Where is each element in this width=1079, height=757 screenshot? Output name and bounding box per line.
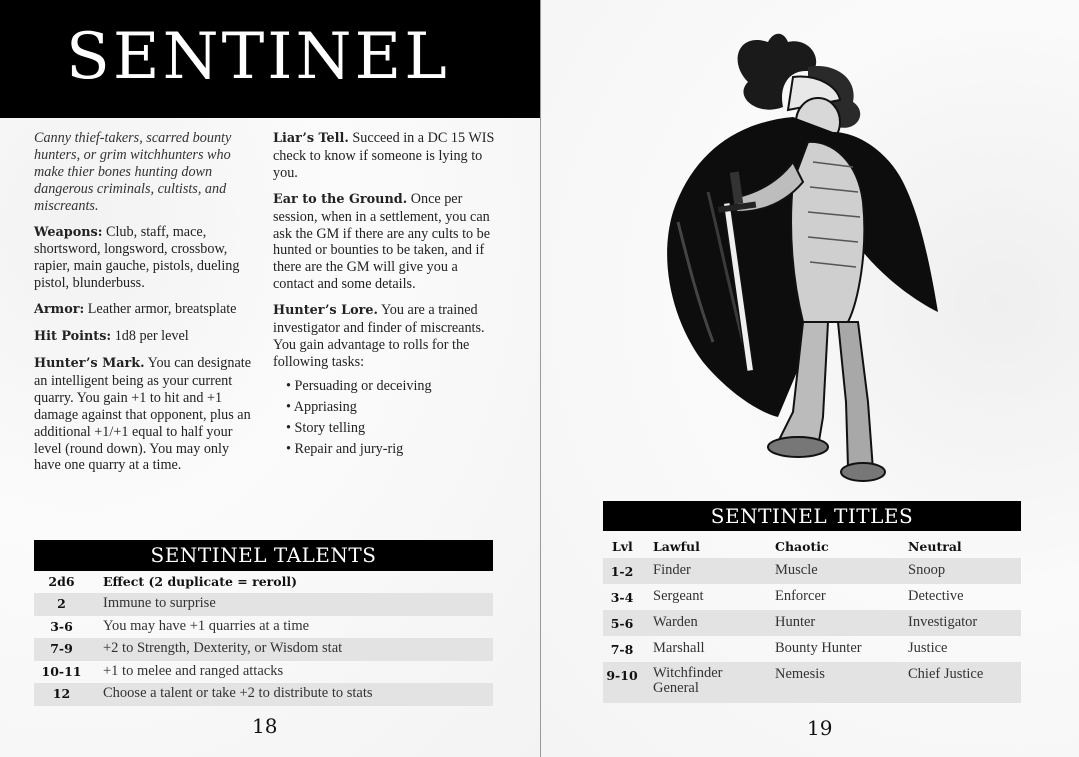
armor-entry xyxy=(34,301,259,319)
table-row xyxy=(34,616,493,638)
table-row xyxy=(603,662,1021,703)
page-title: SENTINEL xyxy=(66,20,450,94)
lawful-cell: Witchfinder General xyxy=(653,665,723,696)
weapons-label: Weapons: xyxy=(34,224,103,240)
chaotic-cell: Nemesis xyxy=(775,666,825,682)
hit-points-entry xyxy=(34,328,259,346)
weapons-entry xyxy=(34,224,259,293)
chaotic-cell: Muscle xyxy=(775,562,818,578)
header-effect: Effect (2 duplicate = reroll) xyxy=(103,574,297,589)
list-item: • Repair and jury-rig xyxy=(286,441,495,458)
titles-table-title: SENTINEL TITLES xyxy=(603,501,1021,531)
header-lvl: Lvl xyxy=(612,539,633,554)
chaotic-cell: Bounty Hunter xyxy=(775,640,862,656)
neutral-cell: Chief Justice xyxy=(908,666,984,682)
table-header-row xyxy=(34,571,493,593)
neutral-cell: Detective xyxy=(908,588,964,604)
table-row xyxy=(34,593,493,616)
talents-table-title: SENTINEL TALENTS xyxy=(34,540,493,571)
lvl-cell: 3-4 xyxy=(610,590,634,605)
list-item: • Story telling xyxy=(286,420,495,437)
titles-table xyxy=(603,531,1021,703)
liars-tell-entry xyxy=(273,130,495,182)
header-neutral: Neutral xyxy=(908,539,962,554)
liars-tell-label: Liar’s Tell. xyxy=(273,131,349,146)
weapons-text: Club, staff, mace, shortsword, longsword, crossbow, rapier, main gauche, pistols, dueling pistol, blunderbuss. xyxy=(34,223,240,292)
table-row xyxy=(603,558,1021,584)
table-row xyxy=(603,610,1021,636)
header-roll: 2d6 xyxy=(48,574,75,589)
sentinel-illustration xyxy=(618,22,948,492)
lawful-cell: Sergeant xyxy=(653,588,704,604)
lvl-cell: 9-10 xyxy=(606,668,638,683)
chaotic-cell: Hunter xyxy=(775,614,816,630)
right-column xyxy=(273,130,495,461)
hunters-mark-entry xyxy=(34,355,259,474)
roll-cell: 3-6 xyxy=(50,619,73,634)
lore-task-list xyxy=(273,378,495,458)
table-row xyxy=(603,636,1021,662)
table-row xyxy=(34,638,493,661)
neutral-cell: Justice xyxy=(908,640,948,656)
header-lawful: Lawful xyxy=(653,539,700,554)
roll-cell: 7-9 xyxy=(50,641,73,656)
hunters-lore-label: Hunter’s Lore. xyxy=(273,303,378,319)
armor-label: Armor: xyxy=(34,302,85,318)
lawful-cell: Warden xyxy=(653,614,698,630)
list-item: • Appriasing xyxy=(286,399,495,416)
table-row xyxy=(603,584,1021,610)
talents-table xyxy=(34,571,493,706)
hit-points-label: Hit Points: xyxy=(34,329,112,345)
lvl-cell: 1-2 xyxy=(610,564,634,579)
effect-cell: Immune to surprise xyxy=(103,595,216,611)
liars-tell-text: Succeed in a DC 15 WIS check to know if someone is lying to you. xyxy=(273,130,495,181)
hunters-lore-entry xyxy=(273,302,495,371)
hunters-mark-label: Hunter’s Mark. xyxy=(34,355,145,371)
roll-cell: 2 xyxy=(57,596,66,611)
effect-cell: Choose a talent or take +2 to distribute to stats xyxy=(103,685,373,701)
class-intro: Canny thief-takers, scarred bounty hunters, or grim witchhunters who make thier bones hunting down dangerous criminals, cultists, and miscreants. xyxy=(34,130,232,214)
page-number: 19 xyxy=(807,716,833,740)
ear-to-ground-text: Once per session, when in a settlement, you can ask the GM if there are any cults to be hunted or bounties to be taken, and if there are the GM will give you a contact and some details. xyxy=(273,190,491,293)
title-banner xyxy=(0,0,540,118)
lawful-cell: Finder xyxy=(653,562,691,578)
lawful-cell: Marshall xyxy=(653,640,705,656)
left-column xyxy=(34,130,259,483)
armor-text: Leather armor, breatsplate xyxy=(84,301,237,318)
effect-cell: +1 to melee and ranged attacks xyxy=(103,663,284,679)
chaotic-cell: Enforcer xyxy=(775,588,826,604)
effect-cell: You may have +1 quarries at a time xyxy=(103,618,310,634)
neutral-cell: Snoop xyxy=(908,562,946,578)
list-item: • Persuading or deceiving xyxy=(286,378,495,395)
table-row xyxy=(34,683,493,706)
table-row xyxy=(34,661,493,683)
page-number: 18 xyxy=(252,714,278,738)
neutral-cell: Investigator xyxy=(908,614,978,630)
table-header-row xyxy=(603,531,1021,558)
roll-cell: 10-11 xyxy=(41,664,82,679)
hunters-lore-text: You are a trained investigator and finder of miscreants. You gain advantage to rolls for the following tasks: xyxy=(273,302,485,370)
lvl-cell: 7-8 xyxy=(610,642,634,657)
ear-to-ground-label: Ear to the Ground. xyxy=(273,191,408,207)
effect-cell: +2 to Strength, Dexterity, or Wisdom stat xyxy=(103,640,343,656)
roll-cell: 12 xyxy=(52,686,71,701)
lvl-cell: 5-6 xyxy=(610,616,634,631)
hit-points-text: 1d8 per level xyxy=(111,328,189,345)
hunters-mark-text: You can designate an intelligent being as your current quarry. You gain +1 to hit and +1 damage against that opponent, plus an additional +1/+1 equal to half your level (round down). You may only have one quarry at a time. xyxy=(34,354,252,474)
header-chaotic: Chaotic xyxy=(775,539,829,554)
ear-to-ground-entry xyxy=(273,191,495,293)
